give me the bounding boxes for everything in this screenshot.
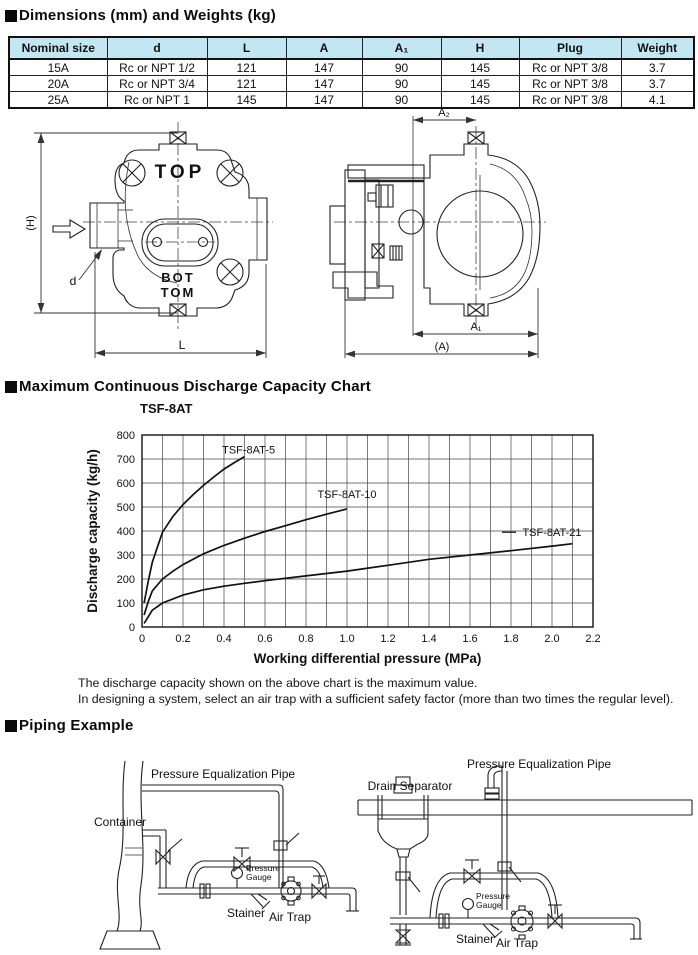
table-cell: 3.7 — [621, 59, 694, 76]
label-pressure-equalization-pipe: Pressure Equalization Pipe — [150, 767, 296, 781]
table-cell: 121 — [207, 59, 286, 76]
shell-inner-line — [490, 164, 532, 298]
y-tick-label: 500 — [116, 502, 135, 514]
x-tick-label: 0.2 — [175, 633, 191, 645]
pressure-gauge-symbol — [463, 899, 474, 919]
table-row — [9, 59, 694, 76]
y-tick-label: 700 — [116, 454, 135, 466]
table-cell: 145 — [207, 92, 286, 109]
front-view-bottom-label-2: TOM — [160, 285, 196, 300]
section-heading-dimensions — [5, 7, 276, 24]
table-cell: 90 — [362, 59, 441, 76]
table-cell: 147 — [286, 59, 362, 76]
x-tick-label: 0 — [138, 633, 146, 645]
front-view-length-label: L — [178, 338, 186, 352]
y-tick-label: 0 — [128, 622, 135, 634]
air-trap-symbol — [511, 906, 533, 939]
piping-diagram-separator — [350, 745, 698, 955]
front-view-bottom-label-1: BOT — [161, 270, 195, 285]
section-square-marker — [5, 10, 17, 22]
label-air-trap: Air Trap — [495, 936, 539, 950]
label-air-trap: Air Trap — [268, 910, 312, 924]
column-header: Weight — [621, 37, 694, 59]
x-axis-title: Working differential pressure (MPa) — [253, 651, 482, 666]
series-label: TSF-8AT-10 — [317, 488, 377, 501]
section-heading-piping-text: Piping Example — [19, 717, 134, 734]
chart-notes — [78, 676, 673, 707]
inlet-diameter-dimension — [70, 249, 102, 288]
valve-mechanism — [330, 165, 424, 300]
union-fitting — [200, 884, 210, 898]
label-pressure-gauge-2: Gauge — [246, 872, 272, 882]
dimensions-table — [8, 36, 695, 109]
x-tick-label: 1.2 — [380, 633, 396, 645]
label-drain-separator: Drain Separator — [367, 779, 453, 793]
table-cell: 90 — [362, 76, 441, 92]
x-tick-label: 0.4 — [216, 633, 232, 645]
column-header: Plug — [519, 37, 621, 59]
x-tick-label: 1.4 — [421, 633, 437, 645]
x-tick-label: 1.0 — [339, 633, 355, 645]
chart-note-line1: The discharge capacity shown on the above chart is the maximum value. — [78, 676, 478, 690]
piping-diagram-container — [30, 745, 360, 955]
front-view-height-label: (H) — [25, 215, 37, 231]
table-cell: Rc or NPT 3/8 — [519, 59, 621, 76]
table-cell: Rc or NPT 3/8 — [519, 76, 621, 92]
y-tick-label: 600 — [116, 478, 135, 490]
front-view-drawing — [25, 108, 345, 370]
length-dimension — [95, 252, 266, 358]
stop-valve-symbol — [312, 876, 326, 898]
union-fitting — [439, 914, 449, 928]
side-view-a1-label: A₁ — [470, 321, 482, 333]
column-header: Nominal size — [9, 37, 107, 59]
table-cell: Rc or NPT 1 — [107, 92, 207, 109]
table-cell: 147 — [286, 92, 362, 109]
table-header-row — [9, 37, 694, 59]
front-view-d-label: d — [69, 274, 77, 288]
label-strainer: Stainer — [455, 932, 495, 946]
label-container: Container — [93, 815, 147, 829]
column-header: A₁ — [362, 37, 441, 59]
label-pressure-equalization-pipe: Pressure Equalization Pipe — [466, 757, 612, 771]
series-line-TSF-8AT-21 — [144, 544, 572, 624]
a2-dimension — [413, 107, 476, 123]
side-view-a-label: (A) — [434, 341, 450, 353]
x-tick-label: 1.6 — [462, 633, 478, 645]
x-tick-label: 0.6 — [257, 633, 273, 645]
label-pressure-gauge-2: Gauge — [476, 900, 502, 910]
column-header: H — [441, 37, 519, 59]
section-heading-capacity-text: Maximum Continuous Discharge Capacity Chart — [19, 378, 371, 395]
table-cell: Rc or NPT 1/2 — [107, 59, 207, 76]
steam-main-pipe — [358, 795, 692, 819]
table-cell: 147 — [286, 76, 362, 92]
section-heading-piping — [5, 717, 134, 734]
container-outlet-pipe — [142, 830, 182, 888]
drain-separator-vessel — [378, 777, 428, 915]
column-header: A — [286, 37, 362, 59]
y-tick-label: 300 — [116, 550, 135, 562]
label-strainer: Stainer — [226, 906, 266, 920]
pressure-gauge-symbol — [232, 868, 243, 889]
height-dimension — [25, 133, 177, 313]
table-cell: 4.1 — [621, 92, 694, 109]
table-cell: 15A — [9, 59, 107, 76]
table-cell: 145 — [441, 76, 519, 92]
table-cell: Rc or NPT 3/8 — [519, 92, 621, 109]
x-tick-label: 2.2 — [585, 633, 601, 645]
x-tick-label: 2.0 — [544, 633, 560, 645]
column-header: L — [207, 37, 286, 59]
table-row — [9, 92, 694, 109]
equalization-pipe — [485, 766, 521, 910]
side-view-a2-label: A₂ — [438, 107, 450, 119]
x-tick-label: 0.8 — [298, 633, 314, 645]
chart-note-line2: In designing a system, select an air trap with a sufficient safety factor (more than two times the regular level). — [78, 691, 674, 706]
section-square-marker — [5, 720, 17, 732]
series-label: TSF-8AT-5 — [222, 444, 276, 457]
table-cell: 20A — [9, 76, 107, 92]
label-pressure-gauge-1: Pressure — [246, 863, 281, 873]
nameplate — [142, 219, 218, 266]
side-view-drawing — [330, 108, 698, 370]
table-cell: Rc or NPT 3/4 — [107, 76, 207, 92]
series-line-TSF-8AT-5 — [144, 457, 244, 603]
y-tick-label: 800 — [116, 430, 135, 442]
y-tick-label: 100 — [116, 598, 135, 610]
air-trap-symbol — [281, 877, 301, 905]
y-tick-label: 200 — [116, 574, 135, 586]
y-axis-title: Discharge capacity (kg/h) — [85, 449, 100, 613]
a-overall-dimension — [345, 300, 538, 358]
capacity-chart — [0, 395, 698, 685]
x-tick-label: 1.8 — [503, 633, 519, 645]
section-heading-capacity — [5, 378, 371, 395]
table-cell: 25A — [9, 92, 107, 109]
y-tick-label: 400 — [116, 526, 135, 538]
table-cell: 145 — [441, 92, 519, 109]
chart-model-title: TSF-8AT — [140, 401, 193, 416]
table-cell: 145 — [441, 59, 519, 76]
section-square-marker — [5, 381, 17, 393]
table-cell: 121 — [207, 76, 286, 92]
flow-arrow — [53, 220, 85, 238]
section-heading-dimensions-text: Dimensions (mm) and Weights (kg) — [19, 7, 276, 24]
container-vessel — [100, 761, 160, 949]
series-label: TSF-8AT-21 — [522, 527, 582, 540]
front-view-top-label: TOP — [154, 162, 206, 183]
column-header: d — [107, 37, 207, 59]
table-row — [9, 76, 694, 92]
label-pressure-gauge-1: Pressure — [476, 891, 511, 901]
table-cell: 3.7 — [621, 76, 694, 92]
a1-dimension — [413, 288, 538, 358]
table-cell: 90 — [362, 92, 441, 109]
